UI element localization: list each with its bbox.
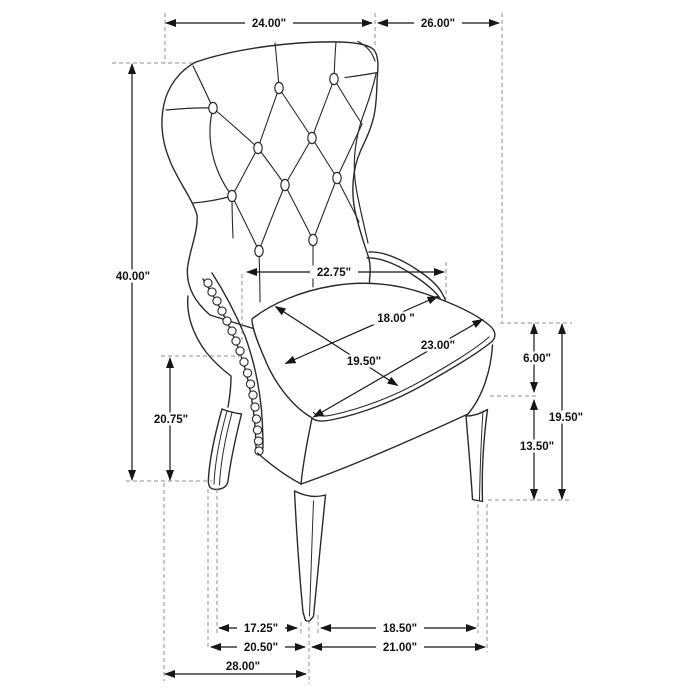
dim-label-seat-width: 18.00 " — [377, 313, 415, 325]
dim-label-top-front-depth: 26.00" — [420, 18, 456, 30]
dim-label-leg-spacing-front: 18.50" — [382, 623, 418, 635]
dim-label-cushion-thickness: 6.00" — [523, 353, 551, 365]
dim-label-leg-spacing-side: 17.25" — [243, 623, 279, 635]
chair-illustration — [162, 42, 495, 622]
dim-label-seat-height: 19.50" — [548, 412, 584, 424]
dim-label-back-width-arms: 22.75" — [316, 267, 352, 279]
dim-label-base-width: 21.00" — [382, 642, 418, 654]
dim-label-leg-height: 13.50" — [519, 441, 555, 453]
rear-left-leg — [208, 409, 241, 490]
dim-label-top-back-width: 24.00" — [251, 18, 287, 30]
dim-label-seat-front-width: 23.00" — [420, 340, 456, 352]
dim-label-arm-height: 20.75" — [153, 414, 189, 426]
dim-label-base-depth: 20.50" — [243, 642, 279, 654]
rear-right-leg — [466, 410, 488, 502]
dim-label-seat-depth: 19.50" — [346, 356, 382, 368]
dim-label-overall-depth: 28.00" — [225, 661, 261, 673]
front-leg — [295, 491, 326, 622]
dim-label-overall-height: 40.00" — [115, 271, 151, 283]
